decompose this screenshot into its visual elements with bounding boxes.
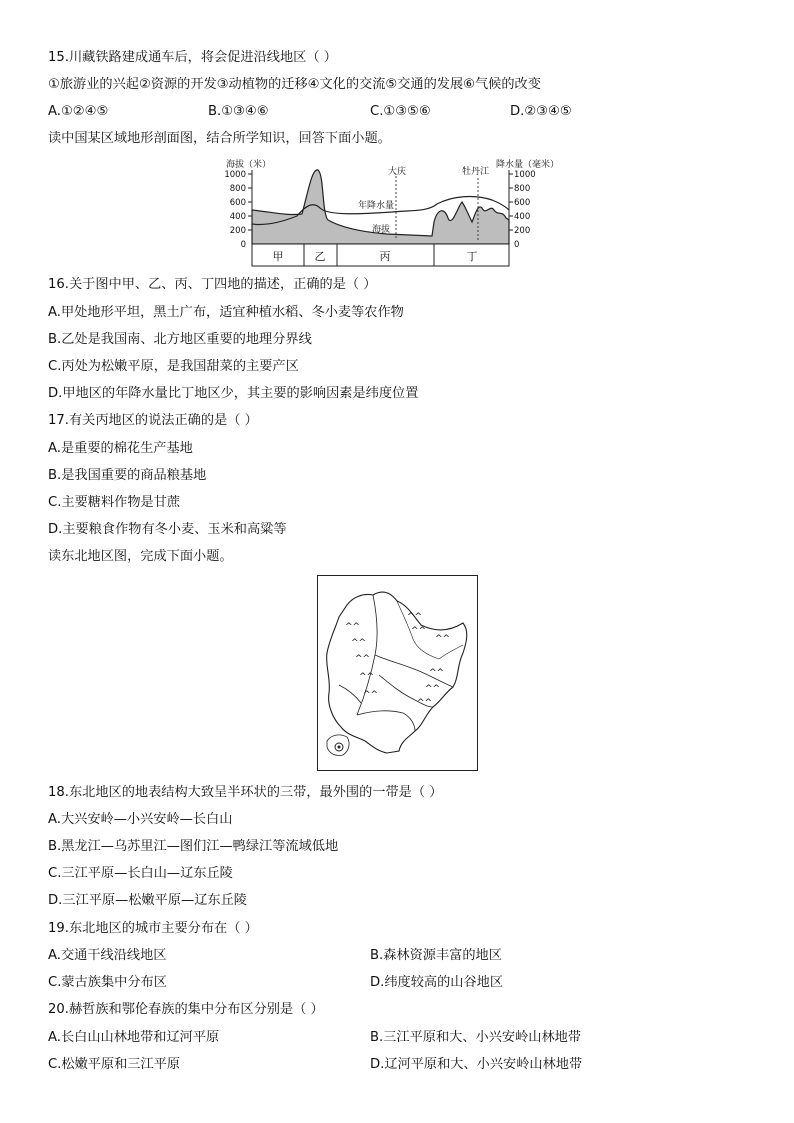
q15-option-a[interactable]: A.①②④⑤	[48, 104, 109, 119]
right-axis-title: 降水量（毫米）	[496, 160, 560, 170]
q15-option-c[interactable]: C.①③⑤⑥	[370, 104, 431, 119]
q20-option-b[interactable]: B.三江平原和大、小兴安岭山林地带	[370, 1030, 582, 1045]
label-elev-curve: 海拔	[372, 225, 391, 235]
right-tick-0: 0	[514, 240, 520, 250]
svg-text:^^: ^^	[425, 684, 441, 694]
q16-option-b[interactable]: B.乙处是我国南、北方地区重要的地理分界线	[48, 332, 312, 347]
left-tick-200: 200	[229, 226, 246, 236]
q20-option-a[interactable]: A.长白山山林地带和辽河平原	[48, 1030, 220, 1045]
q15-option-b[interactable]: B.①③④⑥	[208, 104, 269, 119]
q15-items: ①旅游业的兴起②资源的开发③动植物的迁移④文化的交流⑤交通的发展⑥气候的改变	[48, 77, 541, 92]
svg-text:^^: ^^	[417, 698, 433, 708]
svg-text:^^: ^^	[407, 612, 423, 622]
region-ding: 丁	[466, 250, 478, 263]
region-yi: 乙	[314, 250, 326, 263]
svg-text:^^: ^^	[345, 622, 361, 632]
intro-northeast-map: 读东北地区图，完成下面小题。	[48, 549, 233, 564]
q17-stem: 17.有关丙地区的说法正确的是（ ）	[48, 413, 258, 428]
q16-option-c[interactable]: C.丙处为松嫩平原，是我国甜菜的主要产区	[48, 359, 299, 374]
right-tick-1000: 1000	[514, 170, 536, 180]
q17-option-b[interactable]: B.是我国重要的商品粮基地	[48, 468, 207, 483]
right-tick-400: 400	[514, 212, 531, 222]
right-tick-600: 600	[514, 198, 531, 208]
left-axis-title: 海拔（米）	[226, 160, 272, 170]
q15-stem: 15.川藏铁路建成通车后，将会促进沿线地区（ ）	[48, 50, 337, 65]
left-tick-0: 0	[240, 240, 246, 250]
region-bing: 丙	[379, 250, 391, 263]
q16-stem: 16.关于图中甲、乙、丙、丁四地的描述，正确的是（ ）	[48, 277, 377, 292]
svg-text:^^: ^^	[355, 654, 371, 664]
svg-text:^^: ^^	[363, 690, 379, 700]
q20-option-d[interactable]: D.辽河平原和大、小兴安岭山林地带	[370, 1057, 583, 1072]
svg-text:^^: ^^	[429, 668, 445, 678]
q18-option-c[interactable]: C.三江平原—长白山—辽东丘陵	[48, 866, 233, 881]
q19-option-b[interactable]: B.森林资源丰富的地区	[370, 948, 502, 963]
q18-option-a[interactable]: A.大兴安岭—小兴安岭—长白山	[48, 812, 233, 827]
left-tick-400: 400	[229, 212, 246, 222]
label-precip-curve: 年降水量	[358, 201, 395, 211]
q20-option-c[interactable]: C.松嫩平原和三江平原	[48, 1057, 181, 1072]
q15-option-d[interactable]: D.②③④⑤	[510, 104, 572, 119]
region-jia: 甲	[272, 250, 284, 263]
q20-stem: 20.赫哲族和鄂伦春族的集中分布区分别是（ ）	[48, 1002, 324, 1017]
q17-option-c[interactable]: C.主要糖料作物是甘蔗	[48, 495, 181, 510]
right-tick-200: 200	[514, 226, 531, 236]
right-tick-800: 800	[514, 184, 531, 194]
intro-profile: 读中国某区域地形剖面图，结合所学知识，回答下面小题。	[48, 131, 391, 146]
q19-option-a[interactable]: A.交通干线沿线地区	[48, 948, 167, 963]
q19-stem: 19.东北地区的城市主要分布在（ ）	[48, 921, 258, 936]
q19-option-d[interactable]: D.纬度较高的山谷地区	[370, 975, 504, 990]
q18-stem: 18.东北地区的地表结构大致呈半环状的三带，最外围的一带是（ ）	[48, 785, 443, 800]
q16-option-a[interactable]: A.甲处地形平坦，黑土广布，适宜种植水稻、冬小麦等农作物	[48, 305, 404, 320]
svg-text:^^: ^^	[351, 638, 367, 648]
svg-text:^^: ^^	[359, 672, 375, 682]
label-mudanjiang: 牡丹江	[462, 167, 490, 177]
left-tick-800: 800	[229, 184, 246, 194]
label-daqing: 大庆	[388, 167, 407, 177]
q17-option-d[interactable]: D.主要粮食作物有冬小麦、玉米和高粱等	[48, 522, 287, 537]
svg-text:^^: ^^	[435, 634, 451, 644]
terrain-profile-figure	[212, 152, 560, 272]
q16-option-d[interactable]: D.甲地区的年降水量比丁地区少，其主要的影响因素是纬度位置	[48, 386, 419, 401]
q17-option-a[interactable]: A.是重要的棉花生产基地	[48, 441, 193, 456]
svg-text:^^: ^^	[411, 626, 427, 636]
northeast-china-map	[317, 575, 478, 771]
left-tick-600: 600	[229, 198, 246, 208]
q18-option-d[interactable]: D.三江平原—松嫩平原—辽东丘陵	[48, 893, 247, 908]
q18-option-b[interactable]: B.黑龙江—乌苏里江—图们江—鸭绿江等流域低地	[48, 839, 339, 854]
q19-option-c[interactable]: C.蒙古族集中分布区	[48, 975, 167, 990]
left-tick-1000: 1000	[224, 170, 246, 180]
